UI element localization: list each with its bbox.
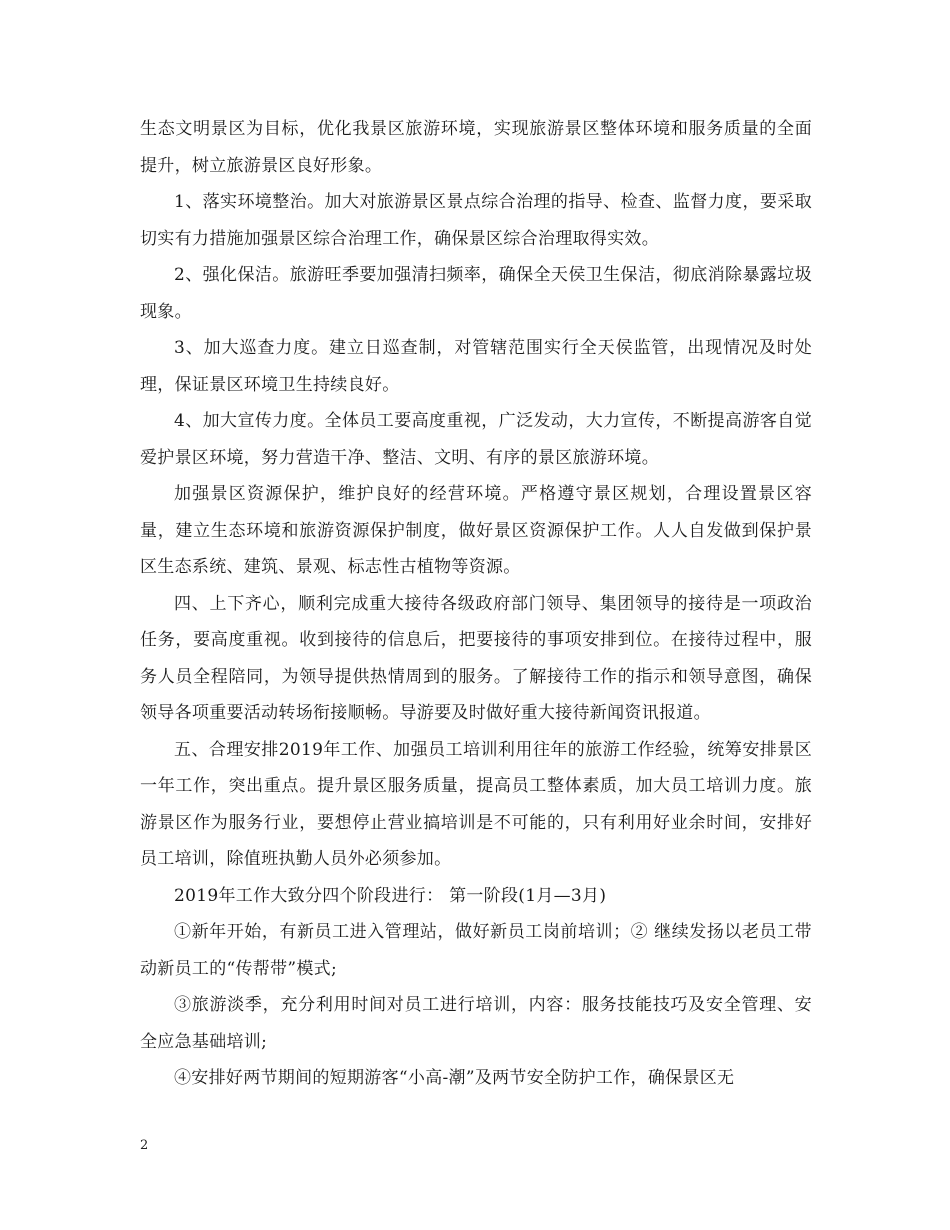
paragraph-item-4: 4、加大宣传力度。全体员工要高度重视，广泛发动，大力宣传，不断提高游客自觉爱护景区环境，努力营造干净、整洁、文明、有序的景区旅游环境。 xyxy=(140,411,812,468)
paragraph-stage-item-4: ④安排好两节期间的短期游客“小高-潮”及两节安全防护工作，确保景区无 xyxy=(174,1068,735,1088)
paragraph-item-1: 1、落实环境整治。加大对旅游景区景点综合治理的指导、检查、监督力度，要采取切实有力措施加强景区综合治理工作，确保景区综合治理取得实效。 xyxy=(140,192,812,249)
paragraph-resource-protection: 加强景区资源保护，维护良好的经营环境。严格遵守景区规划，合理设置景区容量，建立生态环境和旅游资源保护制度，做好景区资源保护工作。人人自发做到保护景区生态系统、建筑、景观、标志性古植物等资源。 xyxy=(140,484,812,577)
paragraph-section-4: 四、上下齐心，顺利完成重大接待各级政府部门领导、集团领导的接待是一项政治任务，要高度重视。收到接待的信息后，把要接待的事项安排到位。在接待过程中，服务人员全程陪同，为领导提供热情周到的服务。了解接待工作的指示和领导意图，确保领导各项重要活动转场衔接顺畅。导游要及时做好重大接待新闻资讯报道。 xyxy=(140,593,812,723)
paragraph-item-3: 3、加大巡查力度。建立日巡查制，对管辖范围实行全天侯监管，出现情况及时处理，保证景区环境卫生持续良好。 xyxy=(140,338,812,395)
paragraph-continuation: 生态文明景区为目标，优化我景区旅游环境，实现旅游景区整体环境和服务质量的全面提升，树立旅游景区良好形象。 xyxy=(140,119,812,176)
page-number: 2 xyxy=(140,1138,149,1153)
paragraph-section-5: 五、合理安排2019年工作、加强员工培训利用往年的旅游工作经验，统筹安排景区一年工作，突出重点。提升景区服务质量，提高员工整体素质，加大员工培训力度。旅游景区作为服务行业，要想停止营业搞培训是不可能的，只有利用好业余时间，安排好员工培训，除值班执勤人员外必须参加。 xyxy=(140,739,812,869)
paragraph-stages-intro: 2019年工作大致分四个阶段进行： 第一阶段(1月—3月) xyxy=(174,885,607,906)
paragraph-stage-item-3: ③旅游淡季，充分利用时间对员工进行培训，内容：服务技能技巧及安全管理、安全应急基础培训; xyxy=(140,995,812,1052)
paragraph-stage-item-1: ①新年开始，有新员工进入管理站，做好新员工岗前培训；② 继续发扬以老员工带动新员工的“传帮带”模式; xyxy=(140,922,812,979)
body-text xyxy=(140,111,812,1097)
paragraph-item-2: 2、强化保洁。旅游旺季要加强清扫频率，确保全天侯卫生保洁，彻底消除暴露垃圾现象。 xyxy=(140,265,812,322)
